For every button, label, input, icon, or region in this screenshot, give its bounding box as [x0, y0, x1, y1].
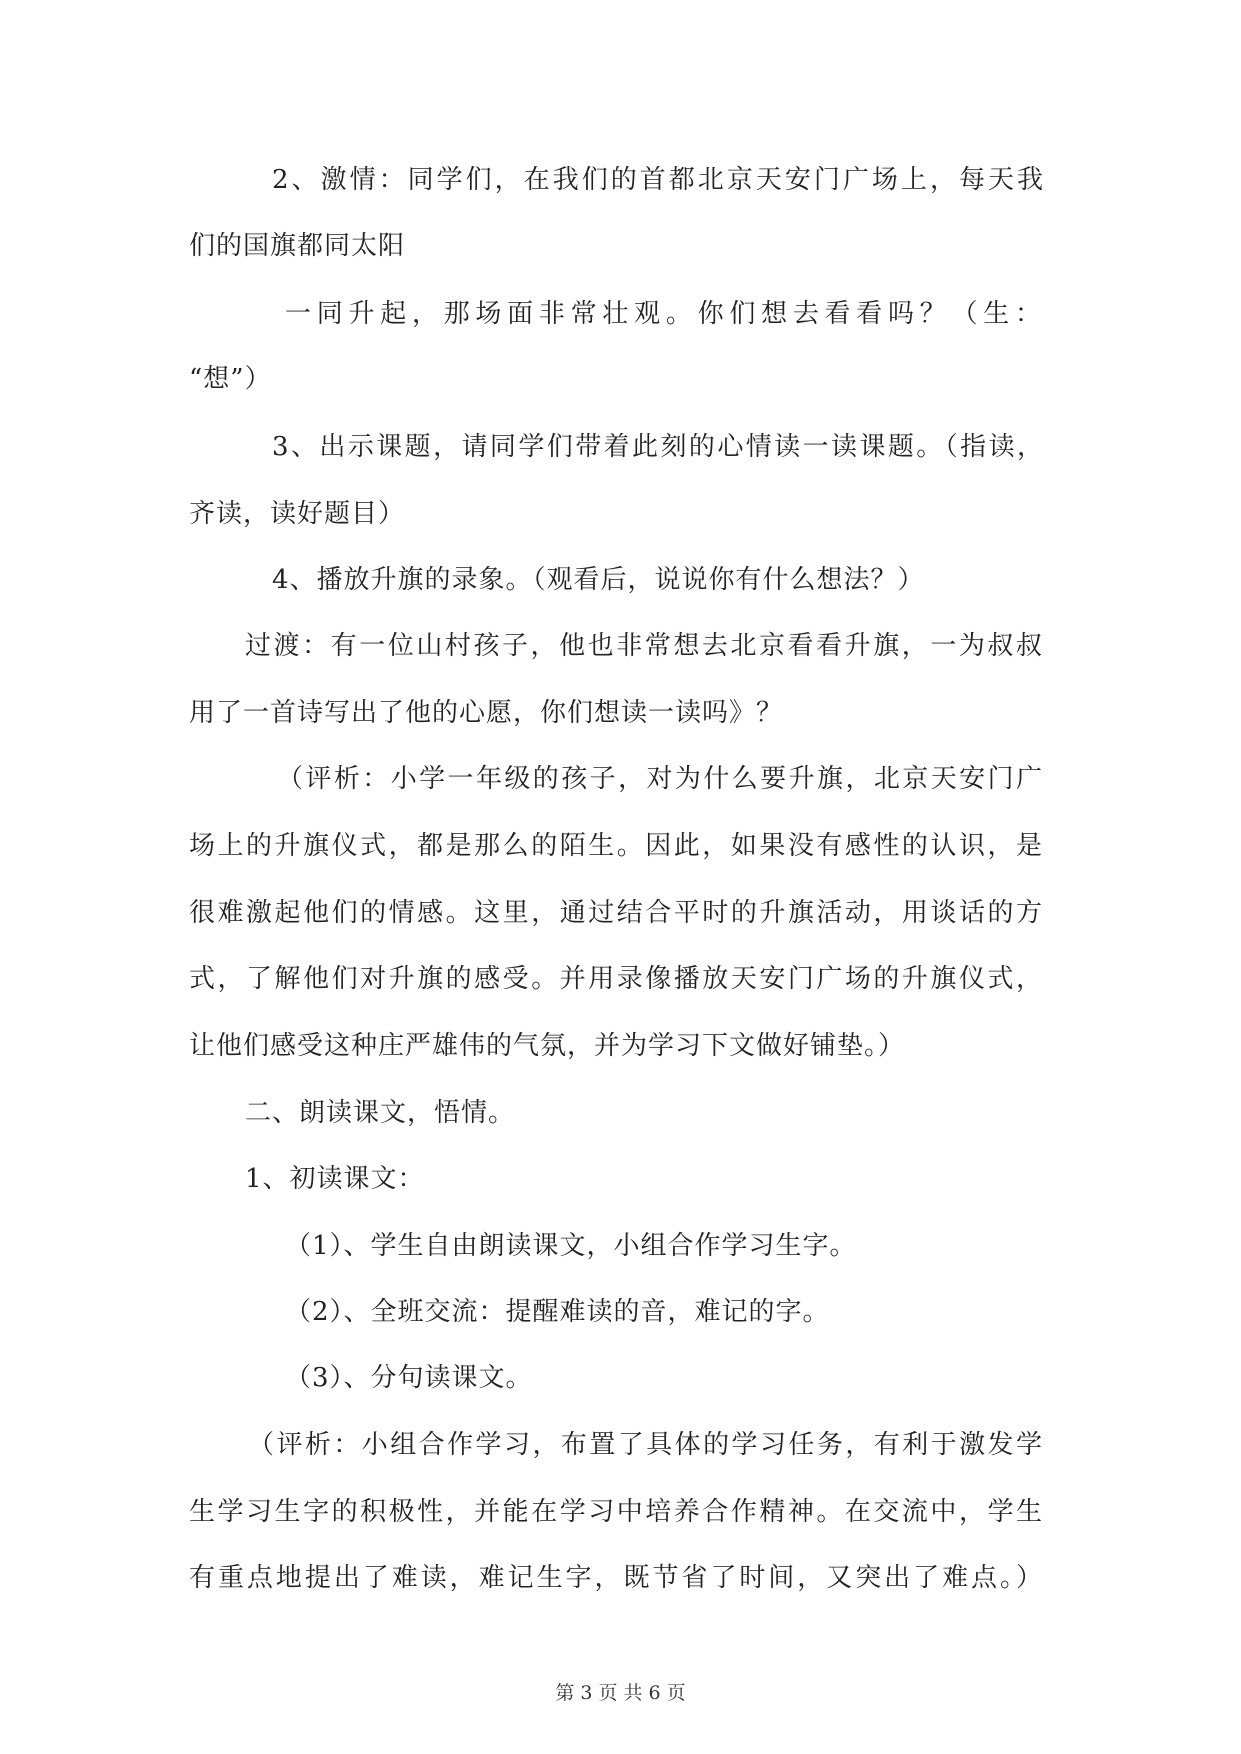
text-line: 有重点地提出了难读，难记生字，既节省了时间，又突出了难点。）: [189, 1563, 1043, 1593]
text-line: 4、播放升旗的录象。（观看后，说说你有什么想法？）: [272, 565, 925, 595]
text-line: 们的国旗都同太阳: [189, 231, 406, 261]
text-line: 3、出示课题，请同学们带着此刻的心情读一读课题。（指读，: [272, 432, 1044, 462]
list-item: （3）、分句读课文。: [285, 1363, 533, 1393]
text-line: 用了一首诗写出了他的心愿，你们想读一读吗》？: [189, 698, 784, 728]
text-line: （评析：小学一年级的孩子，对为什么要升旗，北京天安门广: [277, 764, 1043, 794]
text-line: （评析：小组合作学习，布置了具体的学习任务，有利于激发学: [248, 1430, 1043, 1460]
text-line: 生学习生字的积极性，并能在学习中培养合作精神。在交流中，学生: [189, 1497, 1043, 1527]
text-line: 一同升起，那场面非常壮观。你们想去看看吗？（生：: [285, 299, 1042, 329]
text-line: 场上的升旗仪式，都是那么的陌生。因此，如果没有感性的认识，是: [189, 831, 1043, 861]
text-line: 齐读，读好题目）: [189, 499, 406, 529]
list-item: （1）、学生自由朗读课文，小组合作学习生字。: [285, 1231, 857, 1261]
page-footer: 第 3 页 共 6 页: [555, 1682, 686, 1704]
text-line: 2、激情：同学们，在我们的首都北京天安门广场上，每天我: [272, 165, 1044, 195]
text-line: “想”）: [189, 364, 272, 394]
text-line: 让他们感受这种庄严雄伟的气氛，并为学习下文做好铺垫。）: [189, 1031, 906, 1061]
text-line: 很难激起他们的情感。这里，通过结合平时的升旗活动，用谈话的方: [189, 898, 1043, 928]
text-line: 式，了解他们对升旗的感受。并用录像播放天安门广场的升旗仪式，: [189, 964, 1043, 994]
section-heading: 二、朗读课文，悟情。: [245, 1098, 516, 1128]
subsection-heading: 1、初读课文：: [245, 1164, 425, 1194]
list-item: （2）、全班交流：提醒难读的音，难记的字。: [285, 1297, 830, 1327]
text-line: 过渡：有一位山村孩子，他也非常想去北京看看升旗，一为叔叔: [245, 631, 1043, 661]
